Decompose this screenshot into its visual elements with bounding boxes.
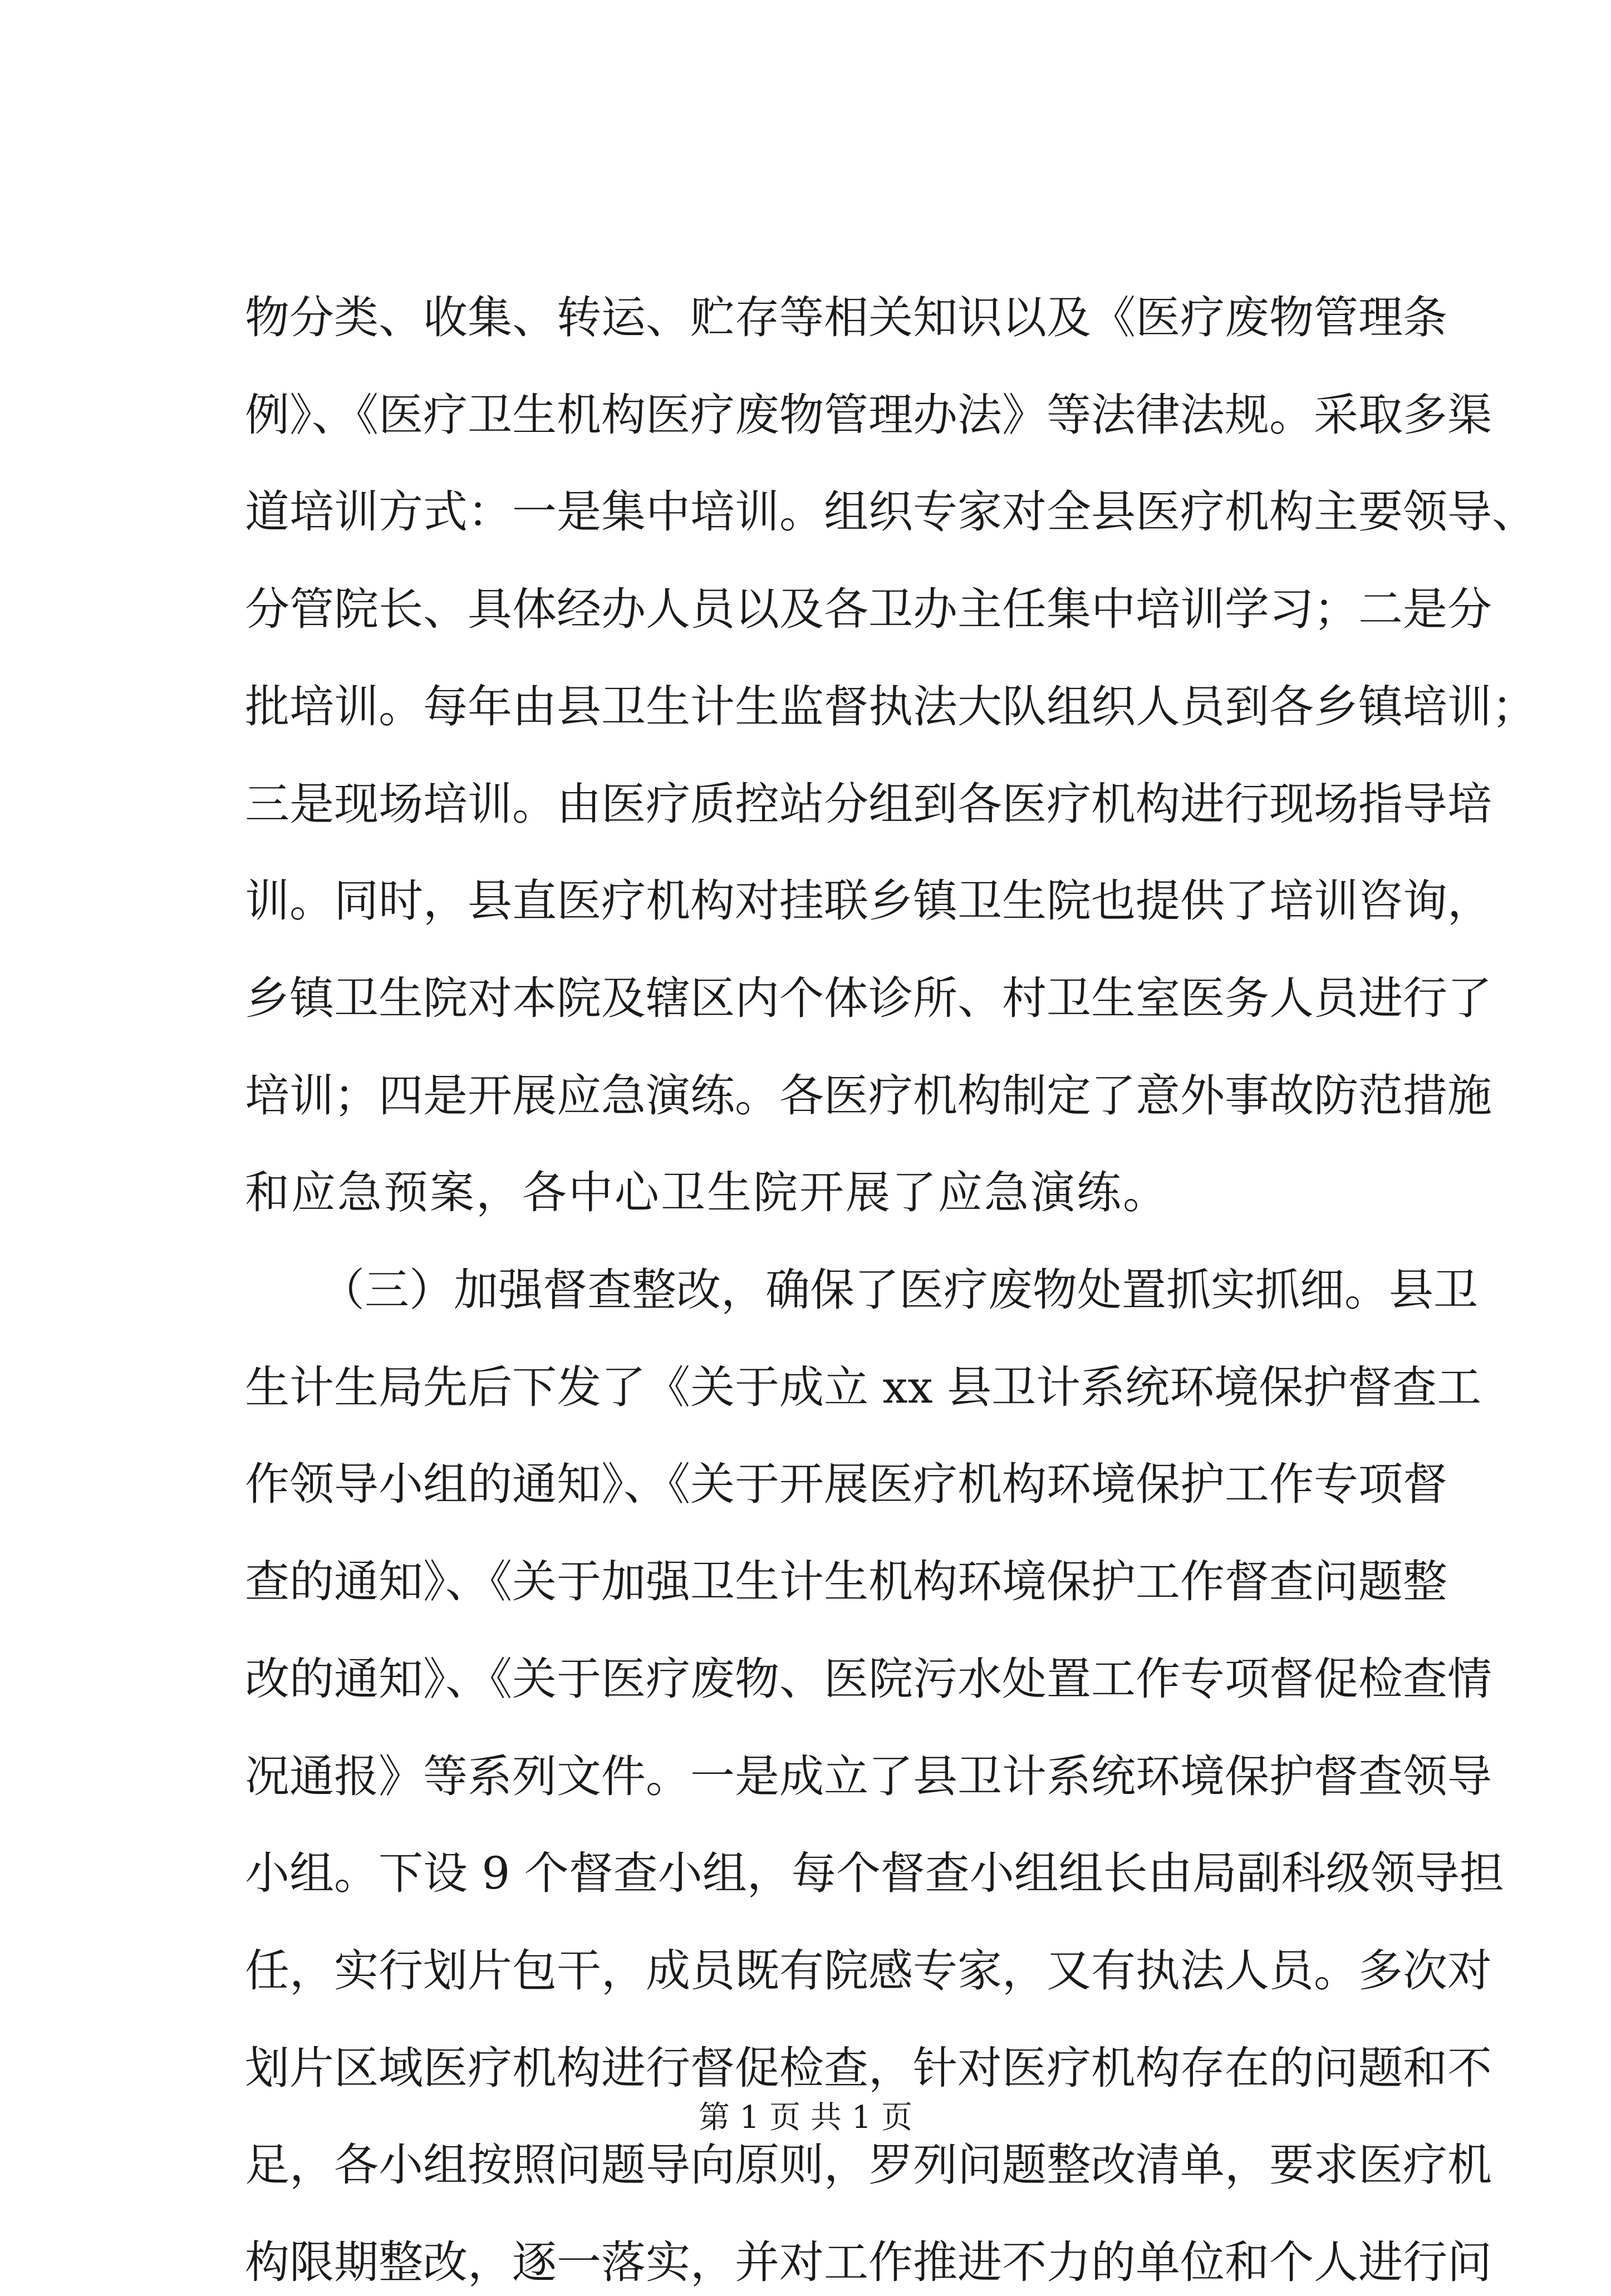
text-line: 构限期整改，逐一落实，并对工作推进不力的单位和个人进行问: [245, 2236, 1492, 2288]
text-line: 物分类、收集、转运、贮存等相关知识以及《医疗废物管理条: [245, 292, 1447, 343]
text-line: 分管院长、具体经办人员以及各卫办主任集中培训学习；二是分: [245, 583, 1492, 635]
text-line: 小组。下设 9 个督查小组，每个督查小组组长由局副科级领导担: [245, 1847, 1504, 1899]
text-line: 任，实行划片包干，成员既有院感专家，又有执法人员。多次对: [245, 1945, 1492, 1997]
text-line: 划片区域医疗机构进行督促检查，针对医疗机构存在的问题和不: [245, 2042, 1492, 2094]
text-line: 批培训。每年由县卫生计生监督执法大队组织人员到各乡镇培训；: [245, 681, 1536, 732]
text-line: 作领导小组的通知》、《关于开展医疗机构环境保护工作专项督: [245, 1458, 1447, 1510]
text-line: 例》、《医疗卫生机构医疗废物管理办法》等法律法规。采取多渠: [245, 389, 1492, 441]
text-line: 改的通知》、《关于医疗废物、医院污水处置工作专项督促检查情: [245, 1653, 1492, 1705]
text-line: 乡镇卫生院对本院及辖区内个体诊所、村卫生室医务人员进行了: [245, 972, 1492, 1024]
text-line: 足，各小组按照问题导向原则，罗列问题整改清单，要求医疗机: [245, 2139, 1492, 2191]
text-line: （三）加强督查整改，确保了医疗废物处置抓实抓细。县卫: [320, 1264, 1478, 1316]
text-line: 生计生局先后下发了《关于成立 xx 县卫计系统环境保护督查工: [245, 1361, 1482, 1413]
text-line: 训。同时，县直医疗机构对挂联乡镇卫生院也提供了培训咨询，: [245, 875, 1492, 927]
text-line: 况通报》等系列文件。一是成立了县卫计系统环境保护督查领导: [245, 1751, 1492, 1802]
text-line: 培训；四是开展应急演练。各医疗机构制定了意外事故防范措施: [245, 1070, 1492, 1122]
page-footer: 第 1 页 共 1 页: [698, 2100, 913, 2136]
text-line: 道培训方式：一是集中培训。组织专家对全县医疗机构主要领导、: [245, 486, 1536, 538]
text-line: 三是现场培训。由医疗质控站分组到各医疗机构进行现场指导培: [245, 778, 1492, 830]
text-line: 和应急预案，各中心卫生院开展了应急演练。: [245, 1167, 1169, 1218]
text-line: 查的通知》、《关于加强卫生计生机构环境保护工作督查问题整: [245, 1556, 1447, 1607]
